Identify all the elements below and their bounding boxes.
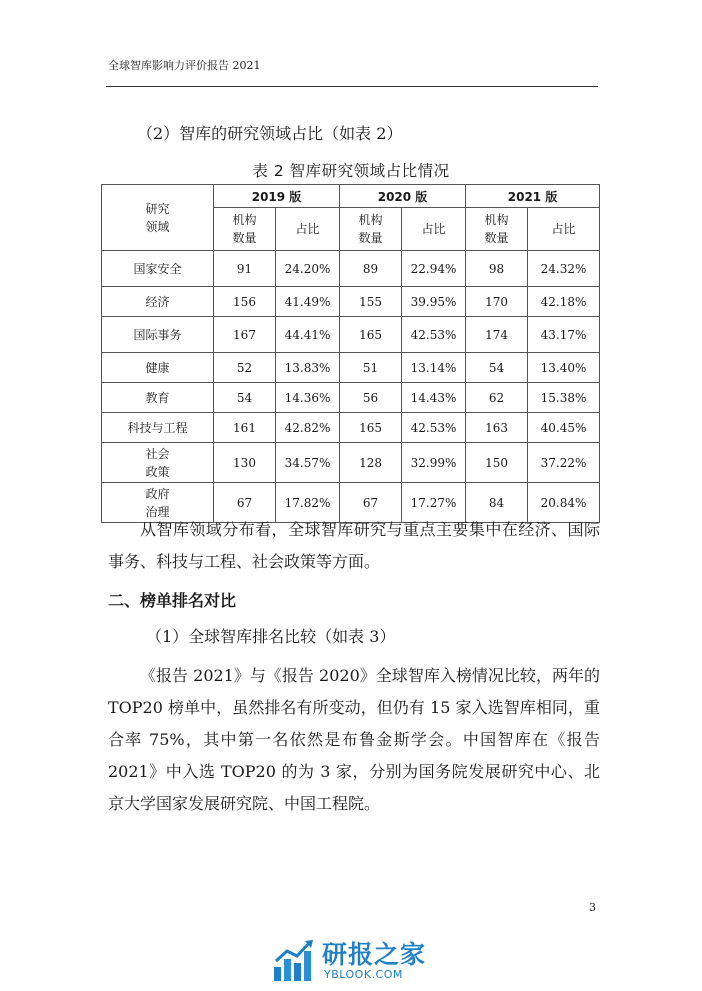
- count-cell: 89: [340, 251, 402, 287]
- count-cell: 54: [466, 353, 528, 383]
- paragraph-ranking-compare: 《报告 2021》与《报告 2020》全球智库入榜情况比较，两年的 TOP20 榜单中，虽然排名有所变动，但仍有 15 家入选智库相同，重合率 75%，其中第一名依然是布鲁金斯学会。中国智库在《报告 2021》中入选 TOP20 的为 3 家，分别为国务院发展研究中心、北京大学国家发展研究院、中国工程院。: [108, 666, 600, 813]
- share-column-header: 占比: [402, 208, 466, 251]
- count-cell: 163: [466, 413, 528, 443]
- share-cell: 13.83%: [276, 353, 340, 383]
- year-header-2021: 2021 版: [466, 185, 600, 208]
- share-cell: 41.49%: [276, 287, 340, 317]
- share-cell: 17.27%: [402, 483, 466, 523]
- count-cell: 51: [340, 353, 402, 383]
- paragraph-domain-summary: 从智库领域分布看，全球智库研究与重点主要集中在经济、国际事务、科技与工程、社会政策等方面。: [108, 520, 600, 571]
- share-cell: 37.22%: [528, 443, 600, 483]
- domain-cell: 政府 治理: [102, 483, 214, 523]
- count-cell: 161: [214, 413, 276, 443]
- share-cell: 42.18%: [528, 287, 600, 317]
- share-cell: 14.36%: [276, 383, 340, 413]
- year-header-2020: 2020 版: [340, 185, 466, 208]
- table-row: [102, 251, 600, 287]
- share-cell: 17.82%: [276, 483, 340, 523]
- count-cell: 67: [340, 483, 402, 523]
- share-column-header: 占比: [276, 208, 340, 251]
- domain-cell: 国家安全: [102, 251, 214, 287]
- share-cell: 40.45%: [528, 413, 600, 443]
- count-cell: 130: [214, 443, 276, 483]
- table-row: [102, 443, 600, 483]
- count-cell: 91: [214, 251, 276, 287]
- count-cell: 165: [340, 317, 402, 353]
- count-column-header: 机构 数量: [466, 208, 528, 251]
- count-column-header: 机构 数量: [340, 208, 402, 251]
- share-cell: 14.43%: [402, 383, 466, 413]
- domain-cell: 国际事务: [102, 317, 214, 353]
- bar-chart-logo-icon: [272, 939, 316, 983]
- domain-cell: 科技与工程: [102, 413, 214, 443]
- table-row: [102, 287, 600, 317]
- count-cell: 170: [466, 287, 528, 317]
- section-subheading: （2）智库的研究领域占比（如表 2）: [137, 124, 403, 143]
- table-title: 表 2 智库研究领域占比情况: [252, 162, 450, 180]
- watermark-name-en: YBLOOK.COM: [324, 968, 403, 981]
- table-row: [102, 383, 600, 413]
- running-header: 全球智库影响力评价报告 2021: [108, 59, 261, 72]
- count-cell: 156: [214, 287, 276, 317]
- share-cell: 22.94%: [402, 251, 466, 287]
- year-header-2019: 2019 版: [214, 185, 340, 208]
- domain-cell: 健康: [102, 353, 214, 383]
- corner-header: 研究 领域: [102, 185, 214, 251]
- table-row: [102, 413, 600, 443]
- domain-cell: 教育: [102, 383, 214, 413]
- count-cell: 174: [466, 317, 528, 353]
- share-cell: 32.99%: [402, 443, 466, 483]
- share-cell: 15.38%: [528, 383, 600, 413]
- share-cell: 13.14%: [402, 353, 466, 383]
- share-column-header: 占比: [528, 208, 600, 251]
- share-cell: 24.32%: [528, 251, 600, 287]
- page-number: 3: [589, 901, 596, 914]
- count-cell: 155: [340, 287, 402, 317]
- table-row: [102, 317, 600, 353]
- share-cell: 44.41%: [276, 317, 340, 353]
- header-divider: [106, 86, 598, 87]
- share-cell: 20.84%: [528, 483, 600, 523]
- count-cell: 56: [340, 383, 402, 413]
- domain-cell: 经济: [102, 287, 214, 317]
- share-cell: 34.57%: [276, 443, 340, 483]
- share-cell: 42.53%: [402, 317, 466, 353]
- watermark-logo: [272, 935, 442, 987]
- share-cell: 42.53%: [402, 413, 466, 443]
- count-column-header: 机构 数量: [214, 208, 276, 251]
- count-cell: 84: [466, 483, 528, 523]
- count-cell: 54: [214, 383, 276, 413]
- share-cell: 39.95%: [402, 287, 466, 317]
- count-cell: 98: [466, 251, 528, 287]
- share-cell: 43.17%: [528, 317, 600, 353]
- count-cell: 62: [466, 383, 528, 413]
- table-row: [102, 353, 600, 383]
- research-domain-table: [101, 184, 600, 523]
- share-cell: 13.40%: [528, 353, 600, 383]
- count-cell: 165: [340, 413, 402, 443]
- count-cell: 150: [466, 443, 528, 483]
- table-body: [102, 251, 600, 523]
- share-cell: 42.82%: [276, 413, 340, 443]
- count-cell: 167: [214, 317, 276, 353]
- subheading-ranking-compare: （1）全球智库排名比较（如表 3）: [146, 627, 396, 646]
- section-heading-ranking: 二、榜单排名对比: [108, 591, 237, 610]
- share-cell: 24.20%: [276, 251, 340, 287]
- count-cell: 67: [214, 483, 276, 523]
- count-cell: 52: [214, 353, 276, 383]
- watermark-name-cn: 研报之家: [322, 940, 427, 969]
- domain-cell: 社会 政策: [102, 443, 214, 483]
- count-cell: 128: [340, 443, 402, 483]
